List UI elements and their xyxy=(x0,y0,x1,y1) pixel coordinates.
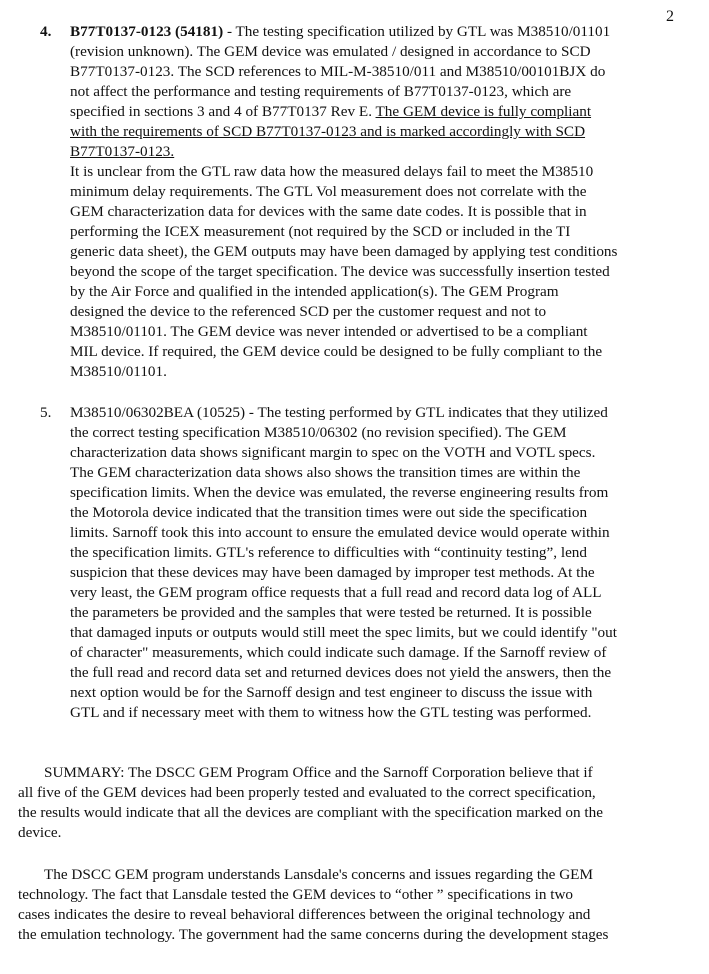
item-number: 4. xyxy=(40,23,52,40)
text-line: MIL device. If required, the GEM device could be designed to be fully compliant to the xyxy=(70,343,603,360)
text-line: designed the device to the referenced SCD per the customer request and not to xyxy=(70,303,547,320)
text-line: that damaged inputs or outputs would still meet the spec limits, but we could identify "out xyxy=(70,624,617,641)
text-line: of character" measurements, which could indicate such damage. If the Sarnoff review of xyxy=(70,644,607,661)
text-segment: specified in sections 3 and 4 of B77T0137 Rev E. xyxy=(70,103,376,120)
text-line: M38510/01101. The GEM device was never intended or advertised to be a compliant xyxy=(70,323,588,340)
text-line: limits. Sarnoff took this into account to ensure the emulated device would operate within xyxy=(70,524,610,541)
text-line: device. xyxy=(18,824,62,841)
text-line: B77T0137-0123. The SCD references to MIL-M-38510/011 and M38510/00101BJX do xyxy=(70,63,606,80)
underlined-text: with the requirements of SCD B77T0137-0123 and is marked accordingly with SCD xyxy=(70,123,586,140)
text-line: next option would be for the Sarnoff design and test engineer to discuss the issue with xyxy=(70,684,593,701)
text-line: generic data sheet), the GEM outputs may have been damaged by applying test conditions xyxy=(70,243,618,260)
text-line: It is unclear from the GTL raw data how the measured delays fail to meet the M38510 xyxy=(70,163,594,180)
text-line: The GEM characterization data shows also shows the transition times are within the xyxy=(70,464,581,481)
item-number: 5. xyxy=(40,404,52,421)
underlined-text: B77T0137-0123. xyxy=(70,143,175,160)
text-line: - The testing specification utilized by GTL was M38510/01101 xyxy=(223,23,611,40)
text-line: the correct testing specification M38510/06302 (no revision specified). The GEM xyxy=(70,424,567,441)
text-line: all five of the GEM devices had been properly tested and evaluated to the correct specification, xyxy=(18,784,596,801)
text-line: M38510/01101. xyxy=(70,363,167,380)
text-line: GTL and if necessary meet with them to witness how the GTL testing was performed. xyxy=(70,704,592,721)
text-line: characterization data shows significant margin to spec on the VOTH and VOTL specs. xyxy=(70,444,596,461)
text-line: performing the ICEX measurement (not required by the SCD or included in the TI xyxy=(70,223,571,240)
text-line: GEM characterization data for devices with the same date codes. It is possible that in xyxy=(70,203,587,220)
text-line: specification limits. When the device was emulated, the reverse engineering results from xyxy=(70,484,609,501)
text-line: suspicion that these devices may have been damaged by improper test methods. At the xyxy=(70,564,595,581)
text-line: very least, the GEM program office requests that a full read and record data log of ALL xyxy=(70,584,602,601)
text-line: not affect the performance and testing requirements of B77T0137-0123, which are xyxy=(70,83,572,100)
item-heading: M38510/06302BEA (10525) xyxy=(70,404,246,421)
text-line: (revision unknown). The GEM device was emulated / designed in accordance to SCD xyxy=(70,43,591,60)
text-line: the results would indicate that all the devices are compliant with the specification marked on the xyxy=(18,804,603,821)
text-line: - The testing performed by GTL indicates that they utilized xyxy=(245,404,608,421)
item-heading: B77T0137-0123 (54181) xyxy=(70,23,224,40)
text-line: the emulation technology. The government had the same concerns during the development stages xyxy=(18,926,609,943)
item-first-line xyxy=(70,23,610,41)
text-line: the parameters be provided and the samples that were tested be returned. It is possible xyxy=(70,604,592,621)
text-line: technology. The fact that Lansdale tested the GEM devices to “other ” specifications in two xyxy=(18,886,574,903)
text-line xyxy=(70,103,591,121)
underlined-text: The GEM device is fully compliant xyxy=(375,103,592,120)
text-line: the specification limits. GTL's reference to difficulties with “continuity testing”, lend xyxy=(70,544,587,561)
text-line: the full read and record data set and returned devices does not yield the answers, then the xyxy=(70,664,612,681)
text-line: minimum delay requirements. The GTL Vol measurement does not correlate with the xyxy=(70,183,587,200)
text-line: The DSCC GEM program understands Lansdale's concerns and issues regarding the GEM xyxy=(44,866,593,883)
text-line: by the Air Force and qualified in the intended application(s). The GEM Program xyxy=(70,283,559,300)
page-number: 2 xyxy=(666,8,674,25)
item-first-line xyxy=(70,404,608,422)
text-line: the Motorola device indicated that the transition times were out side the specification xyxy=(70,504,588,521)
text-line: beyond the scope of the target specification. The device was successfully insertion tested xyxy=(70,263,610,280)
text-line: cases indicates the desire to reveal behavioral differences between the original technology and xyxy=(18,906,591,923)
text-line: SUMMARY: The DSCC GEM Program Office and the Sarnoff Corporation believe that if xyxy=(44,764,593,781)
